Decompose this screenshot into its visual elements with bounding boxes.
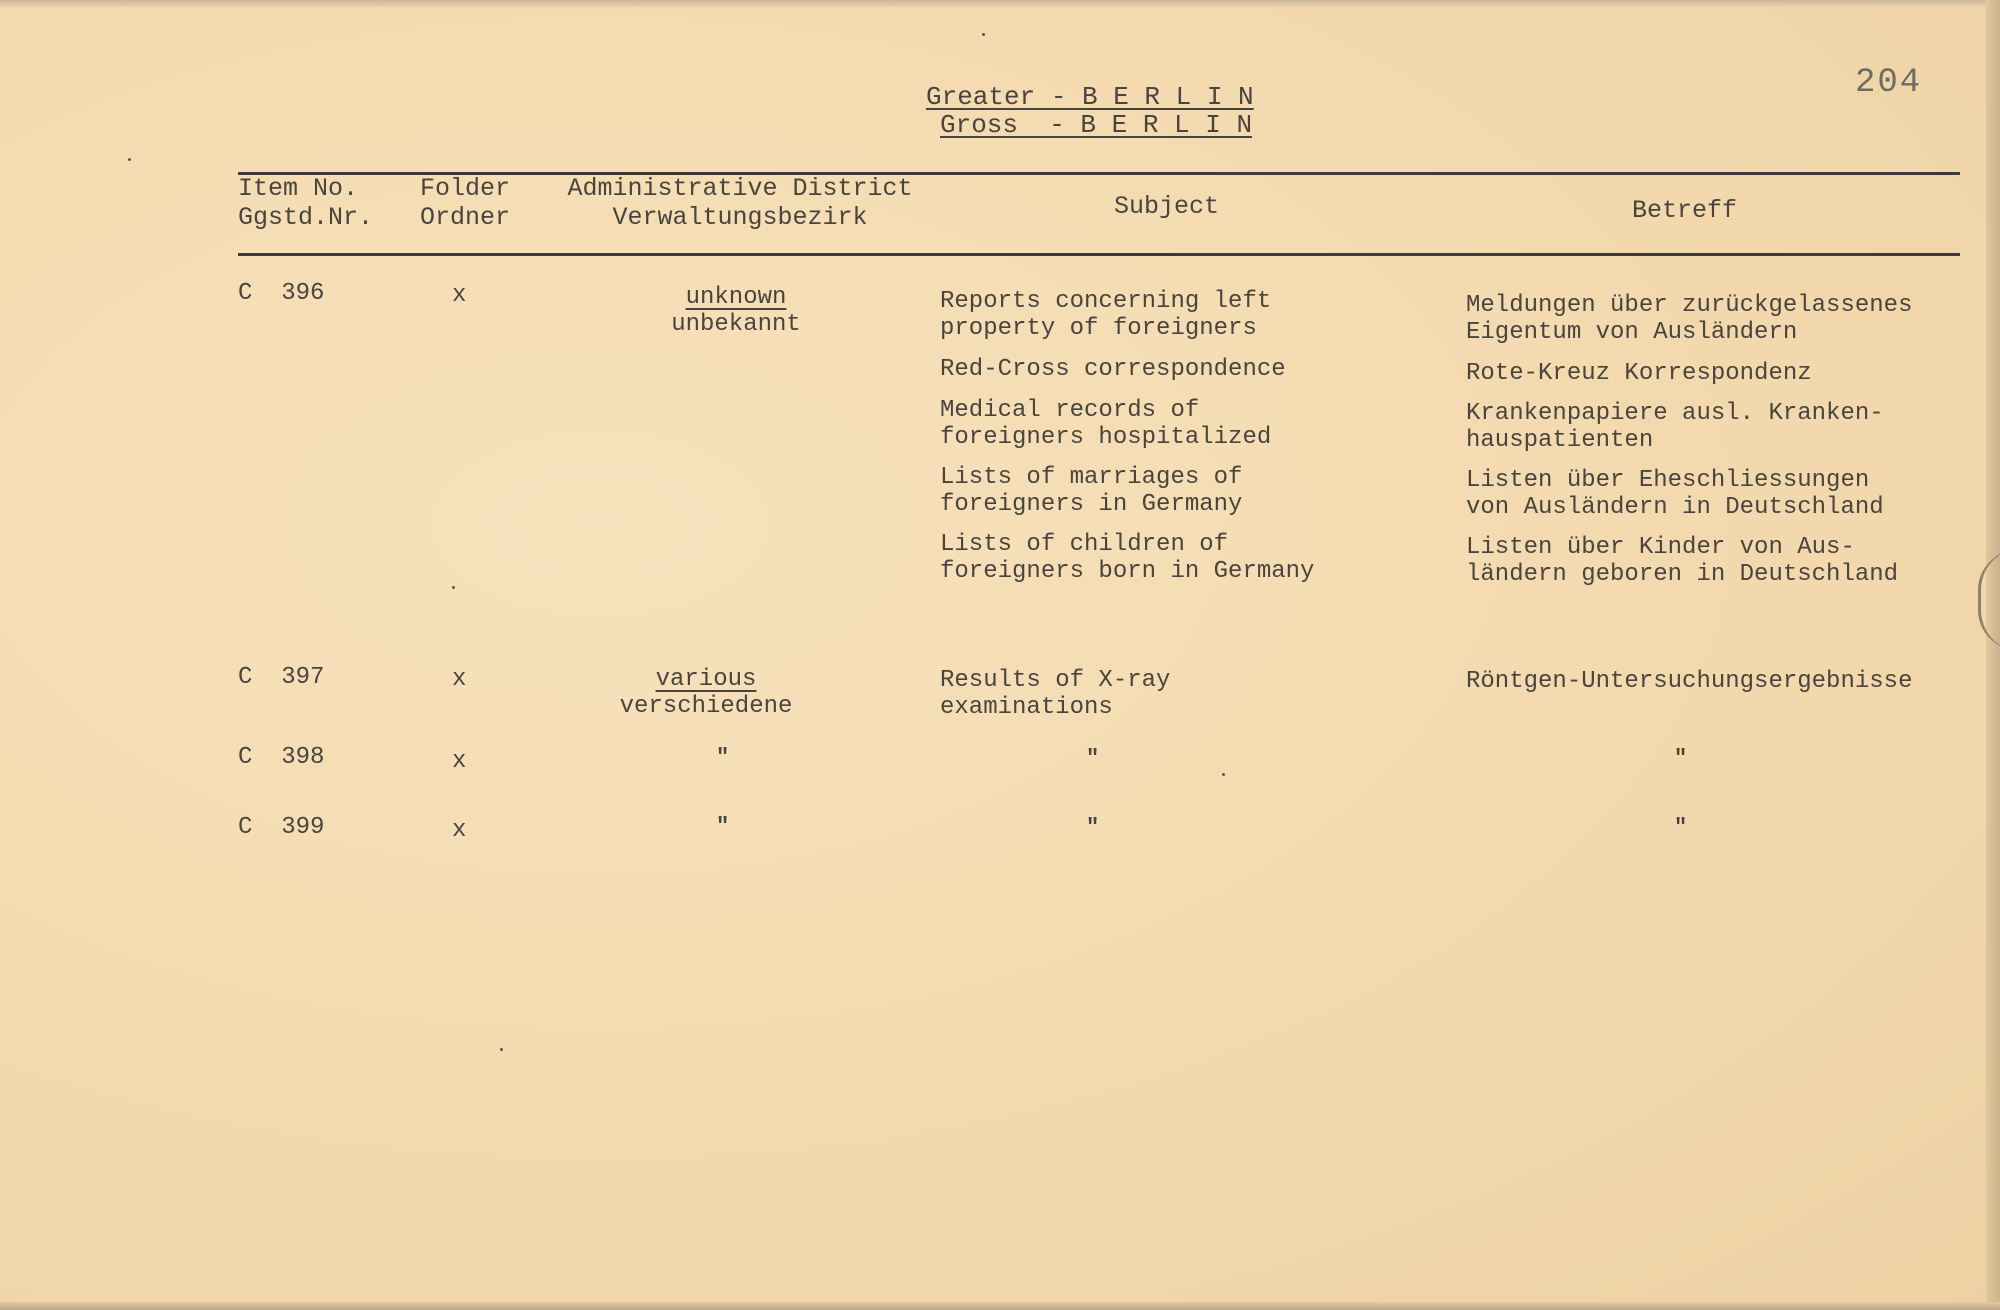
paper-right-edge [1986, 0, 2000, 1310]
subject-entry: Medical records of foreigners hospitalized [940, 397, 1272, 451]
betreff-entry: Meldungen über zurückgelassenes Eigentum von Ausländern [1466, 292, 1913, 346]
column-header-folder-en: Folder [420, 174, 511, 203]
row-district [636, 284, 836, 338]
row-folder-mark: x [452, 666, 467, 693]
row-item-number: C 396 [238, 280, 325, 307]
subject-ditto: " [1086, 746, 1100, 771]
subject-entry: Red-Cross correspondence [940, 356, 1286, 383]
subject-entry: Lists of children of foreigners born in Germany [940, 531, 1315, 585]
betreff-entry: Rote-Kreuz Korrespondenz [1466, 360, 1812, 387]
paper-speck [128, 158, 131, 161]
betreff-entry: Röntgen-Untersuchungsergebnisse [1466, 668, 1913, 695]
district-english: various [655, 666, 757, 693]
subject-entry: Lists of marriages of foreigners in Germany [940, 464, 1243, 518]
paper-speck [1222, 773, 1225, 776]
subject-entry: Results of X-ray examinations [940, 667, 1171, 721]
row-district [606, 666, 806, 720]
header-bottom-rule [238, 253, 1960, 256]
title-german: Gross - B E R L I N [940, 110, 1253, 140]
betreff-entry: Listen über Kinder von Aus- ländern geboren in Deutschland [1466, 534, 1899, 588]
column-header-item-de: Ggstd.Nr. [238, 203, 374, 232]
page-number: 204 [1855, 64, 1923, 102]
paper-speck [452, 586, 455, 589]
row-district-ditto: " [716, 814, 730, 839]
column-header-district-de: Verwaltungsbezirk [612, 203, 868, 232]
paper-speck [982, 33, 985, 36]
column-header-betreff: Betreff [1632, 196, 1738, 225]
binding-mark [1978, 550, 2000, 650]
column-header-district-en: Administrative District [567, 174, 913, 203]
column-header-subject: Subject [1114, 192, 1220, 221]
betreff-entry: Krankenpapiere ausl. Kranken- hauspatienten [1466, 400, 1884, 454]
betreff-ditto: " [1674, 815, 1688, 840]
betreff-entry: Listen über Eheschliessungen von Ausländern in Deutschland [1466, 467, 1884, 521]
column-header-district [550, 174, 930, 232]
subject-entry: Reports concerning left property of foreigners [940, 288, 1272, 342]
column-header-item-no [238, 174, 373, 232]
row-item-number: C 398 [238, 744, 325, 771]
paper-top-edge [0, 0, 2000, 7]
paper-speck [500, 1048, 503, 1051]
betreff-ditto: " [1674, 746, 1688, 771]
paper-bottom-edge [0, 1302, 2000, 1310]
district-german: verschiedene [619, 693, 793, 720]
column-header-folder [420, 174, 511, 232]
row-item-number: C 399 [238, 814, 325, 841]
row-item-number: C 397 [238, 664, 325, 691]
subject-ditto: " [1086, 815, 1100, 840]
district-english: unknown [685, 284, 787, 311]
column-header-item-en: Item No. [238, 174, 359, 203]
column-header-folder-de: Ordner [420, 203, 511, 232]
row-folder-mark: x [452, 817, 467, 844]
title-english: Greater - B E R L I N [926, 82, 1254, 112]
row-folder-mark: x [452, 748, 467, 775]
row-district-ditto: " [716, 745, 730, 770]
row-folder-mark: x [452, 282, 467, 309]
district-german: unbekannt [671, 311, 801, 338]
